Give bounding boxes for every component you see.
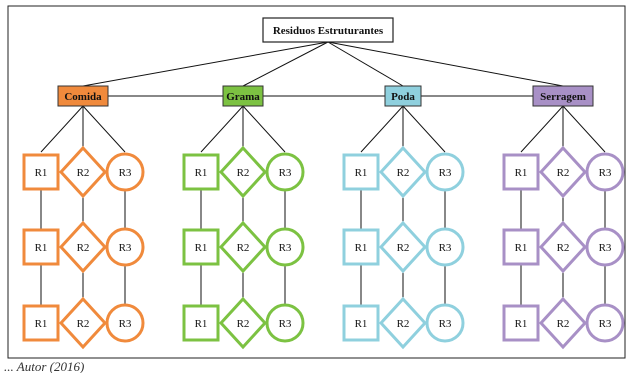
node-label: R1 <box>194 318 208 330</box>
node-r1 <box>344 306 378 340</box>
node-r1 <box>504 155 538 189</box>
category-label: Serragem <box>540 91 586 103</box>
node-r2 <box>541 299 585 347</box>
node-label: R3 <box>438 167 452 179</box>
node-r3 <box>267 154 303 190</box>
node-r3 <box>427 229 463 265</box>
node-r3 <box>107 305 143 341</box>
node-label: R3 <box>438 242 452 254</box>
node-r2 <box>61 148 105 196</box>
node-r1 <box>184 230 218 264</box>
node-label: R2 <box>396 167 410 179</box>
node-label: R1 <box>514 318 528 330</box>
node-r2 <box>541 223 585 271</box>
node-label: R2 <box>236 167 250 179</box>
node-label: R1 <box>354 318 368 330</box>
node-r1 <box>24 230 58 264</box>
node-r2 <box>381 223 425 271</box>
node-r3 <box>267 305 303 341</box>
node-label: R3 <box>598 167 612 179</box>
node-label: R1 <box>194 167 208 179</box>
category-to-node-line <box>521 106 563 152</box>
node-label: R2 <box>556 167 570 179</box>
node-r1 <box>184 306 218 340</box>
node-label: R3 <box>438 318 452 330</box>
root-to-category-line <box>83 42 328 86</box>
node-label: R1 <box>354 242 368 254</box>
node-label: R3 <box>118 242 132 254</box>
category-to-node-line <box>201 106 243 152</box>
node-label: R1 <box>514 167 528 179</box>
node-label: R2 <box>396 318 410 330</box>
node-r1 <box>344 155 378 189</box>
node-r1 <box>24 155 58 189</box>
node-r3 <box>267 229 303 265</box>
category-to-node-line <box>83 106 125 152</box>
category-to-node-line <box>403 106 445 152</box>
node-r3 <box>587 305 623 341</box>
node-label: R3 <box>278 318 292 330</box>
category-to-node-line <box>563 106 605 152</box>
category-label: Comida <box>64 91 102 103</box>
node-r2 <box>381 148 425 196</box>
node-r2 <box>61 223 105 271</box>
node-r3 <box>587 154 623 190</box>
node-label: R2 <box>76 242 90 254</box>
categories <box>24 86 623 347</box>
node-label: R2 <box>76 318 90 330</box>
node-label: R1 <box>34 242 48 254</box>
node-r3 <box>427 154 463 190</box>
node-r2 <box>541 148 585 196</box>
node-r3 <box>107 154 143 190</box>
node-r1 <box>504 230 538 264</box>
node-r1 <box>344 230 378 264</box>
source-caption: ... Autor (2016) <box>4 360 85 373</box>
node-label: R3 <box>278 167 292 179</box>
node-r2 <box>221 223 265 271</box>
node-label: R3 <box>598 242 612 254</box>
root-title: Residuos Estruturantes <box>272 25 384 37</box>
node-r3 <box>427 305 463 341</box>
node-label: R1 <box>354 167 368 179</box>
category-to-node-line <box>361 106 403 152</box>
node-r1 <box>24 306 58 340</box>
category-label: Poda <box>391 91 415 103</box>
node-label: R3 <box>278 242 292 254</box>
node-label: R2 <box>556 242 570 254</box>
category-label: Grama <box>226 91 260 103</box>
node-label: R3 <box>118 318 132 330</box>
node-r3 <box>587 229 623 265</box>
category-to-node-line <box>41 106 83 152</box>
node-label: R1 <box>514 242 528 254</box>
node-label: R2 <box>556 318 570 330</box>
node-r1 <box>504 306 538 340</box>
node-label: R2 <box>236 318 250 330</box>
root-node <box>263 18 393 42</box>
node-r2 <box>381 299 425 347</box>
node-r3 <box>107 229 143 265</box>
node-label: R2 <box>76 167 90 179</box>
node-r2 <box>221 148 265 196</box>
node-label: R3 <box>118 167 132 179</box>
root-to-category-line <box>328 42 563 86</box>
node-label: R1 <box>194 242 208 254</box>
node-label: R1 <box>34 167 48 179</box>
node-label: R2 <box>236 242 250 254</box>
node-r2 <box>61 299 105 347</box>
root-to-category-line <box>243 42 328 86</box>
node-label: R2 <box>396 242 410 254</box>
category-to-node-line <box>243 106 285 152</box>
node-r2 <box>221 299 265 347</box>
node-label: R1 <box>34 318 48 330</box>
node-r1 <box>184 155 218 189</box>
node-label: R3 <box>598 318 612 330</box>
